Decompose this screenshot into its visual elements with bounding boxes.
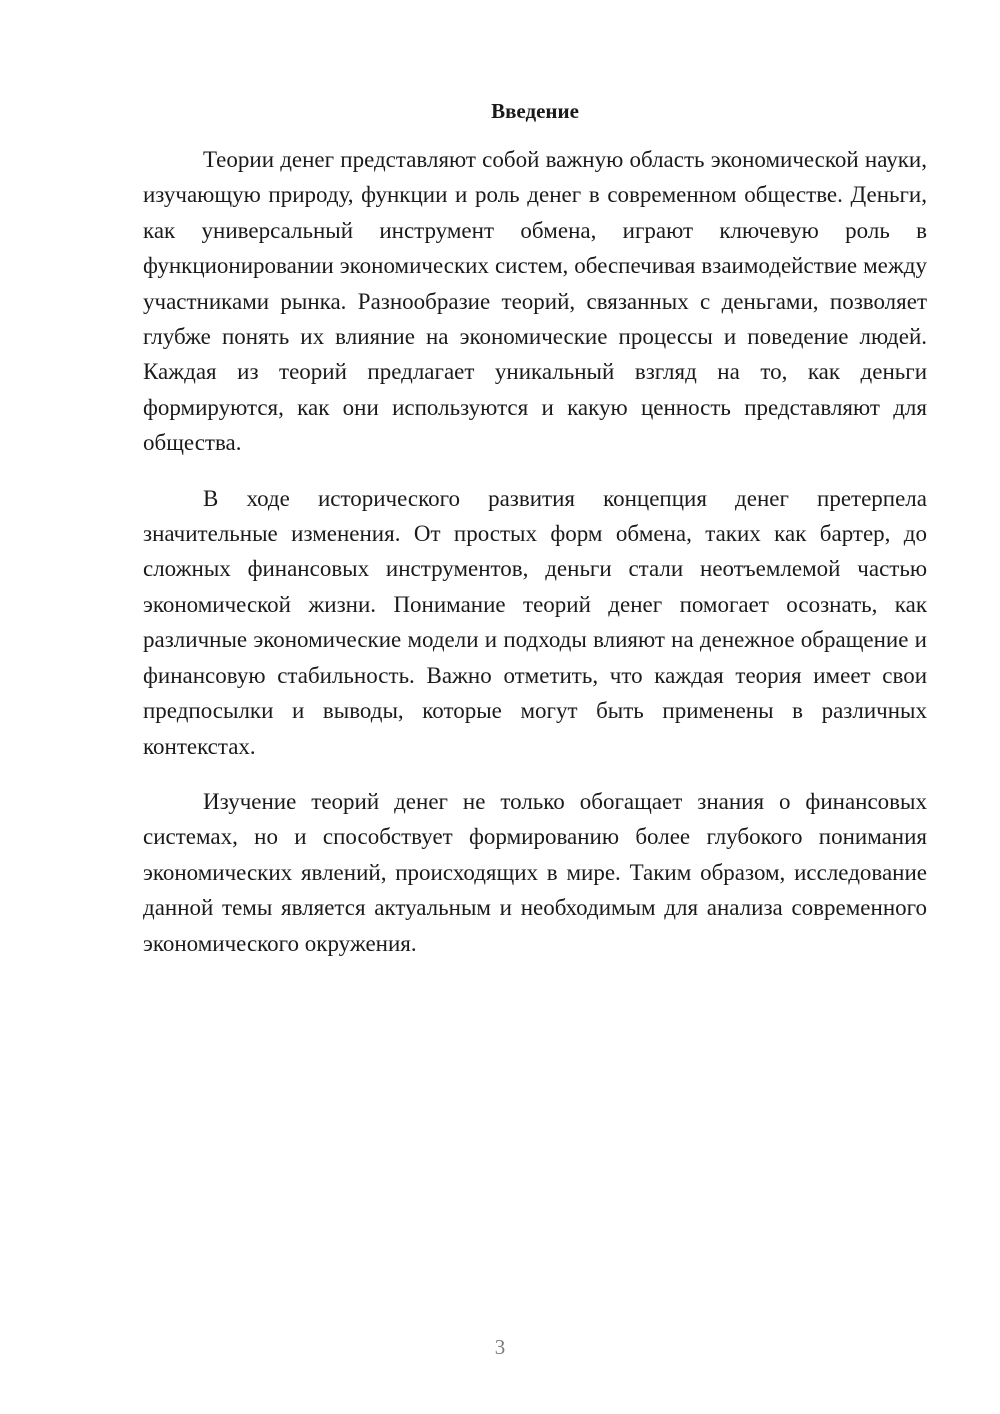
paragraph-3: Изучение теорий денег не только обогащает знания о финансовых системах, но и способствует формированию более глубокого понимания экономических явлений, происходящих в мире. Таким образом, исследование данной темы является актуальным и необходимым для анализа современного экономического окружения. [143, 788, 927, 956]
page-number: 3 [494, 1335, 506, 1359]
document-body [143, 142, 927, 981]
section-heading: Введение [491, 99, 579, 123]
paragraph-2: В ходе исторического развития концепция денег претерпела значительные изменения. От простых форм обмена, таких как бартер, до сложных финансовых инструментов, деньги стали неотъемлемой частью экономической жизни. Понимание теорий денег помогает осознать, как различные экономические модели и подходы влияют на денежное обращение и финансовую стабильность. Важно отметить, что каждая теория имеет свои предпосылки и выводы, которые могут быть применены в различных контекстах. [143, 485, 927, 759]
paragraph-1: Теории денег представляют собой важную область экономической науки, изучающую природу, функции и роль денег в современном обществе. Деньги, как универсальный инструмент обмена, играют ключевую роль в функционировании экономических систем, обеспечивая взаимодействие между участниками рынка. Разнообразие теорий, связанных с деньгами, позволяет глубже понять их влияние на экономические процессы и поведение людей. Каждая из теорий предлагает уникальный взгляд на то, как деньги формируются, как они используются и какую ценность представляют для общества. [143, 147, 927, 456]
